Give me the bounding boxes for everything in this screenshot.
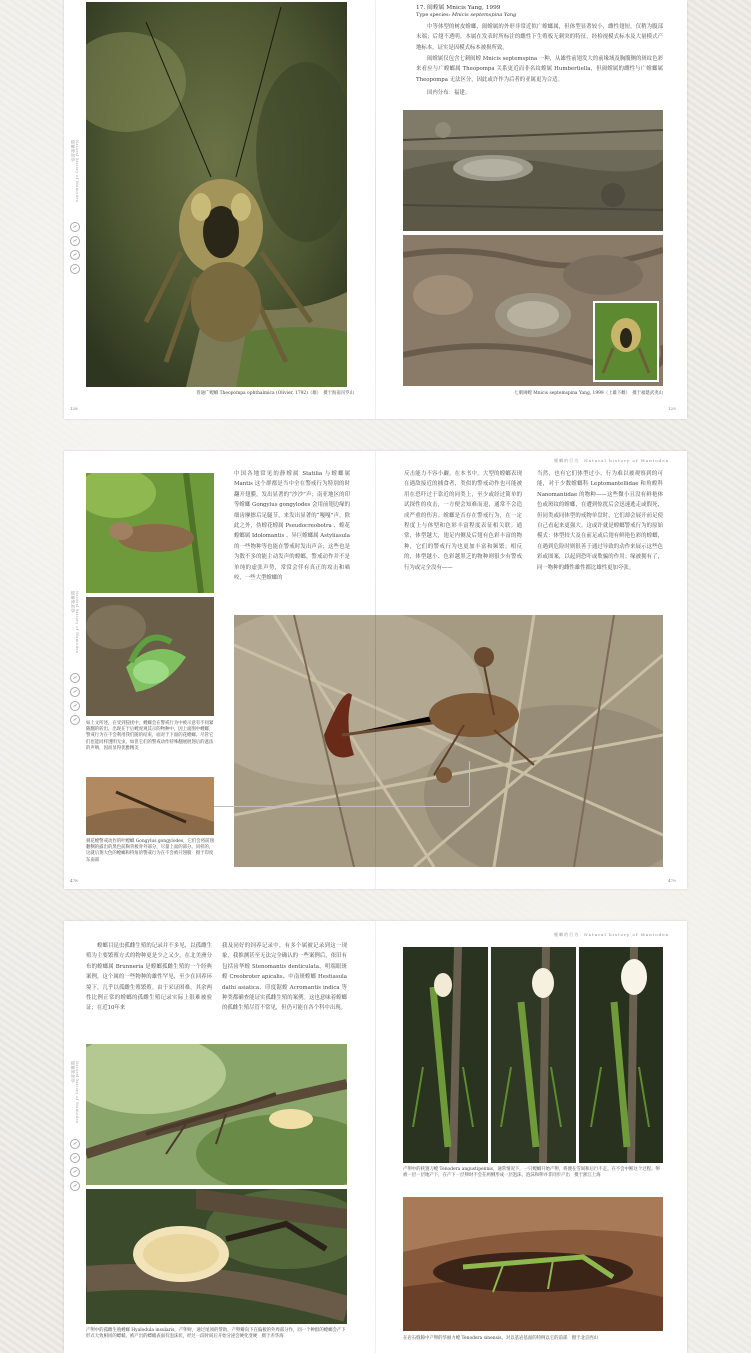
- mantis-on-leaf-photo: [86, 473, 214, 593]
- caption-top-left: 如上文所述，在受到侵扰中，螳螂会在警戒行为中被示意有不同紧随翻的转出，出现在于后螳虎观其示的物种中，因上面图中螳螂，警戒行为在不会利用我们随的结束，面对于下面的花螳螂，尽管它们也能同样透明无虫。如但它们的警戒动作特殊翻展展翅后的遮法的声响，因而显得优雅精美: [86, 721, 214, 751]
- type-species-line: [416, 12, 516, 18]
- page-number-right: 129: [668, 406, 676, 411]
- mantis-outline-icon: [70, 222, 80, 232]
- genus-heading: 17. 闽螳属 Mnicis Yang, 1999: [416, 5, 501, 11]
- vertical-running-head-en: Natural history of Mantodea: [75, 591, 79, 654]
- callout-line-horizontal: [214, 806, 469, 807]
- mantis-outline-icon: [70, 1167, 80, 1177]
- caption-right-top: 产卵中的狭翅刀螳 Tenodera angustipennis，通常情况下，一只螳螂开始产卵，将便在雪间和后行不走。在不会中断这个过程。卵被一层一层地产下，在产下一层卵时不会在两侧形成一层泡沫，泡沫和卵并非同步产出 摄于浙江上海: [403, 1167, 660, 1179]
- gongylus-mantis-large-photo: [234, 615, 663, 867]
- right-photo-caption: 七刺闽螳 Mnicis septemspina Yang, 1999（上雄下雌） 摄于福建武夷山: [514, 391, 663, 396]
- mantis-outline-icon: [70, 687, 80, 697]
- green-mantis-display-photo: [86, 597, 214, 716]
- tenodera-rock-crevice-photo: [403, 1197, 663, 1331]
- left-photo-caption: 普通广螳螂 Theopompa ophthalmica (Olivier, 1792)（雄） 摄于海南吊罗山: [196, 391, 354, 396]
- book-spread-2: [64, 451, 687, 889]
- tenodera-laying-photo-1: [403, 947, 488, 1163]
- page-number-left: 128: [70, 406, 78, 411]
- callout-line-vertical: [469, 761, 470, 806]
- mantis-outline-icon: [70, 1181, 80, 1191]
- tenodera-laying-photo-2: [491, 947, 576, 1163]
- book-spread-3: [64, 921, 687, 1353]
- running-head-right: 螳螂的行为 Natural history of Mantodea: [554, 932, 669, 937]
- mantis-outline-icon: [70, 264, 80, 274]
- text-column-2: 我及同好的饲养记录中，有多个属被记录到这一现象，我推测甚至无法完全确认的一些案例后，依旧有包括齿华螳 Stenomantis denticulata、明端眼斑螳 Creobroter apicalis、中南斑螳螂 Hestiasula dathi asiatica、印度锯螳 Acromantis indica 等种类都确查能证实孤雌生殖的案例。这也意味着螳螂的孤雌生殖尽管不常见，但仍可能在各个科中出现。: [222, 943, 347, 1012]
- page-number-left: 478: [70, 878, 78, 883]
- mnicis-face-inset-photo: [595, 303, 657, 380]
- paragraph-2: 闽螳属仅包含七刺闽螳 Mnicis septemspina 一种，从雄性前翅发大的前缘域及胸腹侧的斑纹色彩来看应与广螳螂属 Theopompa 关系更近而非名纹螳属 Humbertiella，但闽螳属的雌性与广螳螂属 Theopompa 无法区分，因此或许作为后者的亚属更为合适。: [416, 56, 663, 83]
- mantis-outline-icon: [70, 1139, 80, 1149]
- caption-bottom-left: 刺花螳警戒动作的叶螳螂 Gongylus gongylodes，它们会将前翅翻侧的露出的黑色前胸背板骨外部分，尽量上面的部分。同样的，这就后翅大色的螳螂和特角的警戒行为在不会被开翅膜 摄于印度东南部: [86, 839, 214, 863]
- caption-left: 产卵中的孤雌生殖螳螂 Hyalodula insularis，产卵时，通过尾须的帮助，产卵瓣向下在偏板的外周部分作，同一个种群的螳螂会产下形式大致相同的螵蛸。被产出的螵蛸表面有泡沫状，经过一段时间后开始分泌会硬化变硬 摄于赤华海: [86, 1328, 346, 1340]
- mantis-outline-icon: [70, 1153, 80, 1163]
- running-head-right: 螳螂的行为 Natural history of Mantodea: [554, 458, 669, 463]
- vertical-running-head-en: Natural history of Mantodea: [75, 1061, 79, 1124]
- caption-right-bottom: 在岩石缝隙中产卵的华丽力螳 Tenodera sinensis，对以基岩基面的特例以它的前部 摄于北京西山: [403, 1336, 599, 1341]
- page-icons: [70, 673, 80, 725]
- mantis-outline-icon: [70, 250, 80, 260]
- type-species-label: Type species:: [416, 12, 451, 18]
- mantis-on-branch-photo: [86, 1044, 347, 1185]
- tenodera-laying-photo-3: [579, 947, 663, 1163]
- mantis-outline-icon: [70, 673, 80, 683]
- page-number-right: 479: [668, 878, 676, 883]
- ootheca-laying-photo: [86, 1189, 347, 1324]
- text-column-2: 反击能力不容小觑。在本书中，大型的螳螂表现在遇敌接近的捕食者，类似的警戒动作也可能被用在恐吓过于靠近的同类上，至少或经过简单的试探性的攻击，一方便会知难而退，通常不会造成严重的伤害。螳螂是否存在警戒行为，在一定程度上与体型和色彩丰富程度表征相关联。通常，体型越大，翅足内侧及后翅有色彩丰富的物种，它们的警戒行为也更加丰富和频繁；相反的，体型越小、色彩越黑乏的物种则很少有警戒行为或完全没有——: [404, 471, 522, 571]
- paragraph-3: 国内分布：福建。: [427, 90, 471, 96]
- paragraph-1: 中等体型的树皮螳螂，闽螳属的外形非常近似广螳螂属，但体型显著较小，雌性翅短，仅稍为腹部末端；后翅不透明。本属在发表时所标注的雌性下生殖板无刺突的特征，经检视模式标本及大量模式产地标本，证实是因模式标本被损所致。: [416, 24, 663, 51]
- mnicis-female-bark-photo: [403, 235, 663, 386]
- text-column-1: 中国各地常见的静螳属 Statilia 与螳螂属 Mantis 这个群都是当中全在警戒行为特别的时翻开翅膜，发出显著的“沙沙”声；南亚地区的印等螳螂 Gongylus gongylodes 会用前翅边缘的细齿摩擦后足腿节，来发出显著的“嘎嘎”声。除此之外，伪螳花螳属 Pseudocreobotra 、螳花螳螂属 Idolomantis 、异巨螳螂属 Astyliasula 的一些物种等也能在警戒时发出声音；这些也是为数不多的能主动发声的螳螂。警戒动作并不是单纯的虚张声势，常常会伴有真正的攻击和啮咬，一些大型螳螂的: [234, 471, 350, 582]
- vertical-running-head-en: Natural history of Mantodea: [75, 140, 79, 203]
- mantis-outline-icon: [70, 701, 80, 711]
- gongylus-wing-photo: [86, 777, 214, 835]
- mnicis-male-bark-photo: [403, 110, 663, 231]
- mantis-outline-icon: [70, 236, 80, 246]
- mantis-outline-icon: [70, 715, 80, 725]
- book-spread-1: [64, 0, 687, 419]
- theopompa-mantis-photo: [86, 2, 347, 387]
- type-species-name: Mnicis septemspina Yang: [451, 12, 517, 18]
- inset-photo-frame: [593, 301, 659, 382]
- vertical-running-head: 螳螂博物學: [71, 591, 76, 614]
- text-column-3: 当然，也有它们体型过小、行为难以被观察到的可能，对于少数螳螂科 Leptomantellidae 和角螳科 Nanomantidae 的物种——这些微小且没有鲜艳体色或斑纹的螳螂，在遭到惊扰后会迅速逃走或假死，但同类或同体型的戒物单盘时，它们却会展开前足使自己看起来更强大。这或许就是螳螂警戒行为的原始模式：体型较大及在前足或后翅有鲜艳色彩的螳螂，在遇到危险时则很善于通过导致的动作来展示这些色彩或图案，以起到恐吓或欺骗的作用；缘被拥有了，同一物种的雌性雄性都比雄性更加夸张。: [537, 471, 663, 571]
- page-icons: [70, 222, 80, 274]
- page-icons: [70, 1139, 80, 1191]
- text-column-1: 螳螂目昆虫孤雌生殖的记录并不多见，以孤雌生殖为主要繁殖方式的物种更是少之又少。在北美洲分布的螳螂属 Brunneria 是螳螂孤雌生殖的一个经典案例，这个属的一些物种的雄性罕见，至少在回养环境下，几乎以孤雌生殖繁殖。由于采证困难，其余两性比例正常的螳螂的孤雌生殖记录实际上很难被验证；在近10年来: [86, 943, 212, 1012]
- vertical-running-head: 螳螂博物學: [71, 1061, 76, 1084]
- vertical-running-head: 螳螂博物學: [71, 140, 76, 163]
